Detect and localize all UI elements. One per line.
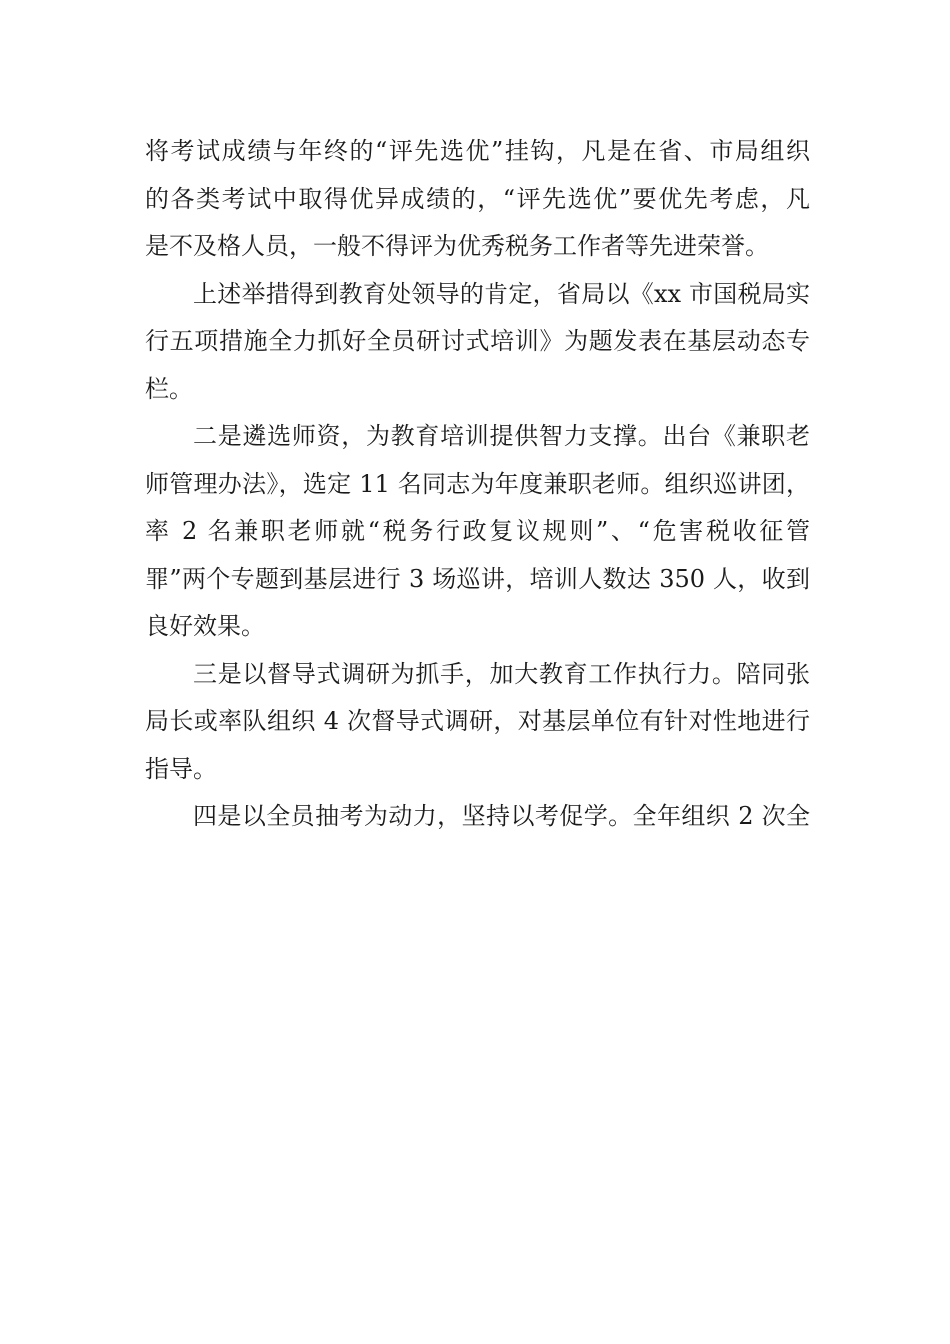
- text-line: 栏。: [145, 374, 193, 403]
- text-line: 二是遴选师资，为教育培训提供智力支撑。出台《兼职老: [193, 422, 810, 450]
- text-line: 师管理办法》，选定 11 名同志为年度兼职老师。组织巡讲团，: [145, 469, 810, 498]
- paragraph-teacher-selection: [145, 413, 810, 651]
- paragraph-recognition: [145, 271, 810, 414]
- text-line: 三是以督导式调研为抓手，加大教育工作执行力。陪同张: [193, 659, 810, 688]
- paragraph-exam-linkage: [145, 128, 810, 271]
- text-line: 将考试成绩与年终的“评先选优”挂钩，凡是在省、市局组织: [145, 137, 810, 165]
- text-line: 良好效果。: [145, 612, 265, 640]
- text-line: 率 2 名兼职老师就“税务行政复议规则”、“危害税收征管: [145, 517, 810, 545]
- document-body: [145, 128, 810, 841]
- text-line: 指导。: [145, 754, 217, 783]
- text-line: 四是以全员抽考为动力，坚持以考促学。全年组织 2 次全: [193, 802, 810, 830]
- paragraph-supervision-research: [145, 651, 810, 794]
- text-line: 行五项措施全力抓好全员研讨式培训》为题发表在基层动态专: [145, 327, 810, 355]
- text-line: 罪”两个专题到基层进行 3 场巡讲，培训人数达 350 人，收到: [145, 564, 810, 593]
- text-line: 上述举措得到教育处领导的肯定，省局以《xx 市国税局实: [193, 279, 810, 308]
- text-line: 局长或率队组织 4 次督导式调研，对基层单位有针对性地进行: [145, 707, 810, 735]
- text-line: 的各类考试中取得优异成绩的，“评先选优”要优先考虑，凡: [145, 184, 810, 213]
- text-line: 是不及格人员，一般不得评为优秀税务工作者等先进荣誉。: [145, 232, 769, 260]
- paragraph-spot-exam: [145, 793, 810, 841]
